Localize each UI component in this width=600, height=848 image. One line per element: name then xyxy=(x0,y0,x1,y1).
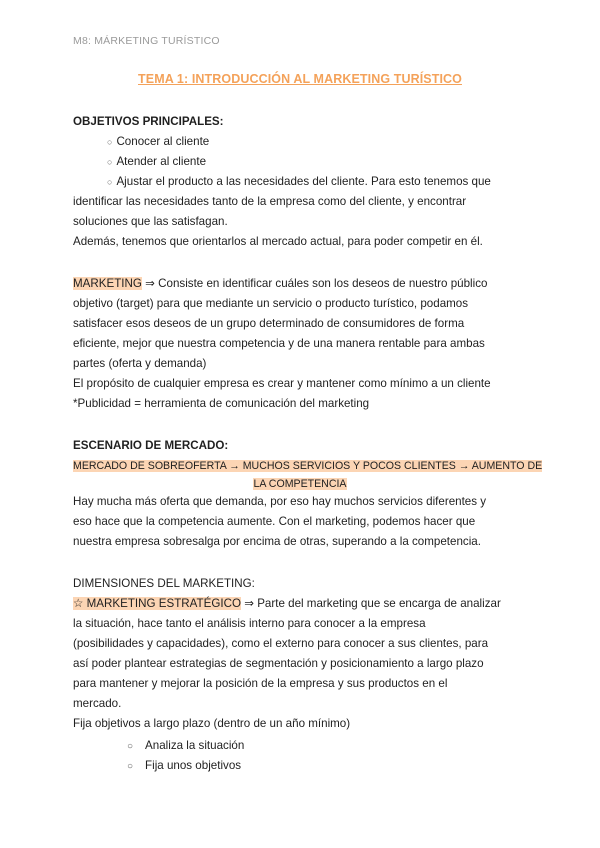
list-item-text: Ajustar el producto a las necesidades del cliente. Para esto tenemos que xyxy=(116,175,491,188)
objetivos-heading: OBJETIVOS PRINCIPALES: xyxy=(73,115,224,128)
paragraph-line: mercado. xyxy=(73,697,122,710)
page-header: M8: MÁRKETING TURÍSTICO xyxy=(73,35,220,47)
paragraph-line: para mantener y mejorar la posición de la empresa y sus productos en el xyxy=(73,677,448,690)
paragraph-line: eso hace que la competencia aumente. Con el marketing, podemos hacer que xyxy=(73,515,476,528)
list-item xyxy=(107,175,491,189)
arrow-icon: ⇒ xyxy=(145,277,155,290)
highlight-text: MERCADO DE SOBREOFERTA → MUCHOS SERVICIOS Y POCOS CLIENTES → AUMENTO DE xyxy=(73,460,543,472)
escenario-heading: ESCENARIO DE MERCADO: xyxy=(73,439,229,452)
marketing-definition-line xyxy=(73,277,487,291)
paragraph-line: *Publicidad = herramienta de comunicación del marketing xyxy=(73,397,370,410)
highlight-line xyxy=(73,477,527,491)
paragraph-line: Fija objetivos a largo plazo (dentro de un año mínimo) xyxy=(73,717,351,730)
list-item-text: Fija unos objetivos xyxy=(145,759,242,772)
paragraph-line: satisfacer esos deseos de un grupo determinado de consumidores de forma xyxy=(73,317,465,330)
bullet-icon: ○ xyxy=(107,177,113,187)
bullet-icon: ○ xyxy=(107,157,113,167)
list-item-text: Analiza la situación xyxy=(145,739,245,752)
list-item xyxy=(107,135,209,149)
paragraph-line: la situación, hace tanto el análisis interno para conocer a la empresa xyxy=(73,617,426,630)
paragraph-line: partes (oferta y demanda) xyxy=(73,357,207,370)
paragraph-text: Consiste en identificar cuáles son los deseos de nuestro público xyxy=(158,277,488,290)
highlight-text: LA COMPETENCIA xyxy=(253,478,347,490)
paragraph-text: Parte del marketing que se encarga de analizar xyxy=(257,597,501,610)
paragraph-line: nuestra empresa sobresalga por encima de otras, superando a la competencia. xyxy=(73,535,481,548)
paragraph-line: Hay mucha más oferta que demanda, por eso hay muchos servicios diferentes y xyxy=(73,495,487,508)
paragraph-line: eficiente, mejor que nuestra competencia y de una manera rentable para ambas xyxy=(73,337,485,350)
paragraph-line: identificar las necesidades tanto de la empresa como del cliente, y encontrar xyxy=(73,195,467,208)
estrategico-term: ☆ MARKETING ESTRATÉGICO xyxy=(73,597,241,610)
arrow-icon: ⇒ xyxy=(244,597,254,610)
estrategico-definition-line xyxy=(73,597,501,611)
paragraph-line: (posibilidades y capacidades), como el externo para conocer a sus clientes, para xyxy=(73,637,489,650)
bullet-icon: ○ xyxy=(127,761,134,772)
list-item-text: Conocer al cliente xyxy=(116,135,210,148)
list-item-text: Atender al cliente xyxy=(116,155,207,168)
paragraph-line: El propósito de cualquier empresa es crear y mantener como mínimo a un cliente xyxy=(73,377,491,390)
list-item xyxy=(127,759,241,774)
page-title: TEMA 1: INTRODUCCIÓN AL MARKETING TURÍSTICO xyxy=(138,72,462,86)
marketing-term: MARKETING xyxy=(73,277,142,290)
paragraph-line: así poder plantear estrategias de segmentación y posicionamiento a largo plazo xyxy=(73,657,484,670)
bullet-icon: ○ xyxy=(127,741,134,752)
paragraph-line: soluciones que las satisfagan. xyxy=(73,215,228,228)
bullet-icon: ○ xyxy=(107,137,113,147)
paragraph-line: objetivo (target) para que mediante un servicio o producto turístico, podamos xyxy=(73,297,469,310)
dimensiones-heading: DIMENSIONES DEL MARKETING: xyxy=(73,577,255,590)
list-item xyxy=(107,155,206,169)
list-item xyxy=(127,739,244,754)
paragraph-line: Además, tenemos que orientarlos al mercado actual, para poder competir en él. xyxy=(73,235,483,248)
highlight-line xyxy=(73,459,542,473)
